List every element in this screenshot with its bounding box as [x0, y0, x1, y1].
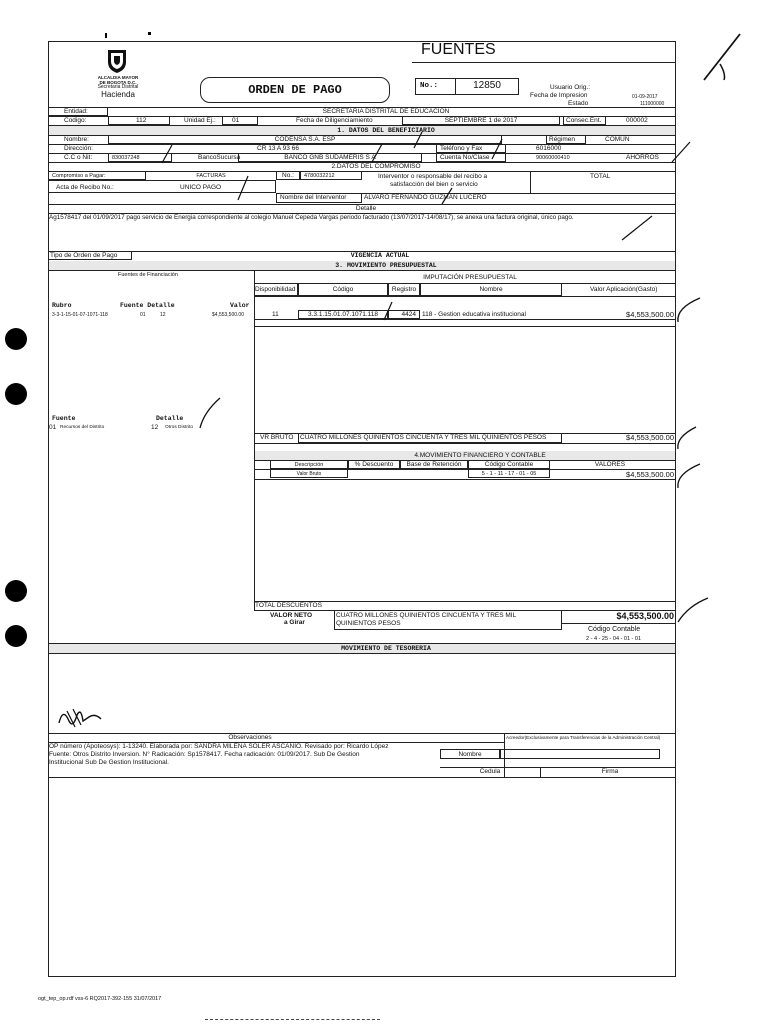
tipo-label: Tipo de Orden de Pago [50, 252, 118, 259]
logo-line3: Secretaria Distrital [97, 84, 139, 90]
check-mark [674, 596, 710, 626]
clase-value: AHORROS [626, 154, 659, 161]
col-nombre: Nombre [479, 286, 503, 293]
observaciones-label: Observaciones [228, 734, 272, 741]
estado-label: Estado [568, 100, 589, 107]
codigo-contable-label: Código Contable [588, 626, 641, 633]
row-codigo-contable: 5 - 1 - 11 - 17 - 01 - 05 [481, 471, 537, 477]
compromiso-label: Compromiso a Pagar: [52, 173, 106, 179]
check-mark [674, 425, 698, 451]
regimen-value: COMUN [605, 136, 630, 143]
direccion-label: Dirección: [64, 145, 93, 152]
codigo-contable-value: 2 - 4 - 25 - 04 - 01 - 01 [586, 636, 642, 642]
check-mark [382, 300, 396, 322]
tesoreria-title: MOVIMIENTO DE TESORERIA [341, 645, 431, 652]
fuente-row-a: 01 [49, 424, 57, 431]
fuente-label: Fuente [52, 415, 76, 422]
check-mark [440, 186, 454, 206]
punch-hole-4 [5, 625, 27, 647]
logo-line1: ALCALDIA MAYOR [97, 75, 139, 80]
estado-value: 111000000 [640, 101, 665, 107]
coat-of-arms-logo [104, 48, 130, 74]
interventor-text2: satisfacción del bien o servicio [390, 181, 478, 188]
check-mark [160, 143, 174, 165]
valor-neto-label: VALOR NETO [270, 612, 313, 619]
neto-letras-1: CUATRO MILLONES QUINIENTOS CINCUENTA Y TRES MIL [336, 612, 517, 619]
fuente-row-b: Recursos del Distrito [60, 425, 105, 430]
unidad-label: Unidad Ej.: [184, 117, 216, 124]
row-valor: $4,553,500.00 [626, 310, 674, 319]
nombre-interventor-value: ALVARO FERNANDO GUZMAN LUCERO [364, 194, 487, 201]
col-base-retencion: Base de Retención [406, 461, 462, 468]
direccion-value: CR 13 A 93 66 [257, 145, 299, 152]
acta-value: UNICO PAGO [180, 184, 222, 191]
observaciones-line3: Institucional Sub De Gestion Institucional. [49, 759, 169, 766]
fecha-impresion-value: 01-09-2017 [632, 94, 658, 100]
codigo-label: Codigo: [64, 117, 87, 124]
total-descuentos-label: TOTAL DESCUENTOS [255, 602, 322, 609]
nombre-interventor-label: Nombre del Interventor [280, 194, 347, 201]
banco-value: BANCO GNB SUDAMERIS S A [284, 154, 376, 161]
f-rubro-header: Rubro [52, 302, 72, 309]
bruto-letras: CUATRO MILLONES QUINIENTOS CINCUENTA Y TRES MIL QUINIENTOS PESOS [300, 434, 547, 441]
check-mark [236, 174, 250, 202]
codigo-value: 112 [136, 117, 147, 124]
detalle-value: Ag1578417 del 01/09/2017 pago servicio de Energia correspondiente al colegio Manuel Cepeda Vargas periodo facturado (13/07/2017-14/08/17), se anexa una factura original, único pago. [49, 214, 574, 221]
f-valor-header: Valor [230, 302, 250, 309]
acta-label: Acta de Recibo No.: [56, 184, 114, 191]
total-label: TOTAL [590, 173, 611, 180]
entidad-label: Entidad: [64, 108, 88, 115]
f-fuente-header: Fuente Detalle [120, 302, 175, 309]
fuente-row-c: 12 [151, 424, 159, 431]
telefono-label: Teléfono y Fax [440, 145, 483, 152]
check-mark [490, 137, 504, 161]
neto-valor: $4,553,500.00 [616, 611, 674, 621]
consec-label: Consec.Ent. [566, 117, 602, 124]
compromiso-no-label: No.: [282, 172, 294, 179]
col-codigo-contable: Código Contable [484, 461, 534, 468]
punch-hole-3 [5, 580, 27, 602]
observaciones-line2: Fuente: Otros Distrito Inversion. N° Radicación: Sp1578417. Fecha radicación: 01/09/2017. Sub De Gestion [49, 751, 360, 758]
contable-title: 4.MOVIMIENTO FINANCIERO Y CONTABLE [414, 452, 546, 459]
fuente-row-d: Otros Distrito [165, 425, 193, 430]
check-mark [674, 462, 702, 490]
scan-mark [148, 32, 151, 35]
fuente-detalle-label: Detalle [156, 415, 184, 422]
handwritten-signature [55, 703, 105, 733]
punch-hole-1 [5, 328, 27, 350]
fuentes-title: FUENTES [421, 41, 496, 58]
row-codigo: 3.3.1.15.01.07.1071.118 [308, 311, 378, 318]
check-mark [670, 140, 692, 164]
row-disponibilidad: 11 [272, 311, 279, 318]
check-mark [412, 130, 426, 150]
detalle-label: Detalle [355, 205, 377, 212]
presupuestal-title: 3. MOVIMIENTO PRESUPUESTAL [335, 262, 437, 269]
consec-value: 000002 [626, 117, 648, 124]
fecha-dilig-label: Fecha de Diligenciamiento [296, 117, 373, 124]
regimen-label: Régimen [549, 136, 576, 143]
logo-line2: DE BOGOTA D.C. [99, 80, 137, 85]
neto-letras-2: QUINIENTOS PESOS [336, 620, 401, 627]
col-descripcion: Descripción [294, 462, 324, 468]
usuario-label: Usuario Orig.: [550, 84, 591, 91]
compromiso-value: FACTURAS [196, 173, 226, 179]
check-mark [674, 294, 702, 324]
nit-label: C.C o Nit: [64, 154, 93, 161]
col-pct-descuento: % Descuento [354, 461, 394, 468]
col-disponibilidad: Disponibilidad [255, 286, 296, 293]
bruto-valor: $4,553,500.00 [626, 433, 674, 442]
no-value: 12850 [473, 80, 501, 91]
col-registro: Registro [391, 286, 417, 293]
compromiso-no-value: 4780032212 [304, 173, 335, 179]
row-nombre: 118 - Gestion educativa institucional [422, 311, 526, 318]
cuenta-label: Cuenta No/Clase [440, 154, 490, 161]
nombre-value: CODENSA S.A. ESP [274, 136, 336, 143]
col-valores: VALORES [594, 461, 626, 468]
cedula-label: Cedula [479, 768, 501, 775]
col-codigo: Código [332, 286, 354, 293]
fecha-impresion-label: Fecha de Impresion [530, 92, 588, 99]
f-row-valor: $4,553,500.00 [212, 312, 244, 318]
footer-text: ogt_tep_op.rdf vss-6 RQ2017-392-155 31/07/2017 [38, 996, 162, 1002]
big-check-mark [700, 30, 750, 90]
admin-label: Acreedor(Exclusivamente para Transferencias de la Administración Central) [506, 735, 661, 740]
scan-mark [105, 33, 107, 38]
secretaria: SECRETARIA DISTRITAL DE EDUCACION [322, 108, 450, 115]
no-label: No.: [420, 82, 439, 90]
row-registro: 4424 [401, 311, 416, 318]
f-row-detalle: 12 [160, 312, 166, 318]
logo-line4: Hacienda [101, 90, 135, 99]
cuenta-value: 90060000410 [536, 155, 570, 161]
banco-label: BancoSucursa [198, 154, 241, 161]
firma-label: Firma [601, 768, 619, 775]
col-valor-aplicacion: Valor Aplicación(Gasto) [590, 286, 658, 293]
vigencia: VIGENCIA ACTUAL [350, 252, 410, 259]
punch-hole-2 [5, 383, 27, 405]
valor-neto-sub: a Girar [284, 619, 305, 626]
beneficiario-title: 1. DATOS DEL BENEFICIARIO [337, 127, 435, 134]
interventor-text1: Interventor o responsable del recibo a [378, 173, 488, 180]
nombre-firma-label: Nombre [458, 751, 482, 758]
check-mark [198, 396, 222, 430]
row-descripcion: Valor Bruto [296, 471, 322, 477]
imputacion-label: IMPUTACIÓN PRESUPUESTAL [423, 274, 517, 281]
observaciones-line1: OP número (Apoteosys): 1-13240. Elaborada por: SANDRA MILENA SOLER ASCANIO. Revisado por: Ricardo López [49, 743, 389, 750]
unidad-value: 01 [232, 117, 240, 124]
check-mark [370, 142, 384, 164]
telefono-value: 6016000 [536, 145, 562, 152]
fuentes-financiacion-label: Fuentes de Financiación [118, 272, 178, 278]
bruto-label: VR BRUTO [260, 434, 294, 441]
compromiso-title: 2.DATOS DEL COMPROMISO [331, 163, 421, 170]
nit-value: 830037248 [112, 155, 140, 161]
fecha-dilig-value: SEPTIEMBRE 1 de 2017 [444, 117, 518, 124]
nombre-label: Nombre: [64, 136, 89, 143]
orden-title: ORDEN DE PAGO [248, 83, 342, 97]
f-row-rubro: 3-3-1-15-01-07-1071-118 [52, 312, 108, 318]
check-mark [620, 214, 654, 242]
row-valores: $4,553,500.00 [626, 470, 674, 479]
f-row-fuente: 01 [140, 312, 146, 318]
